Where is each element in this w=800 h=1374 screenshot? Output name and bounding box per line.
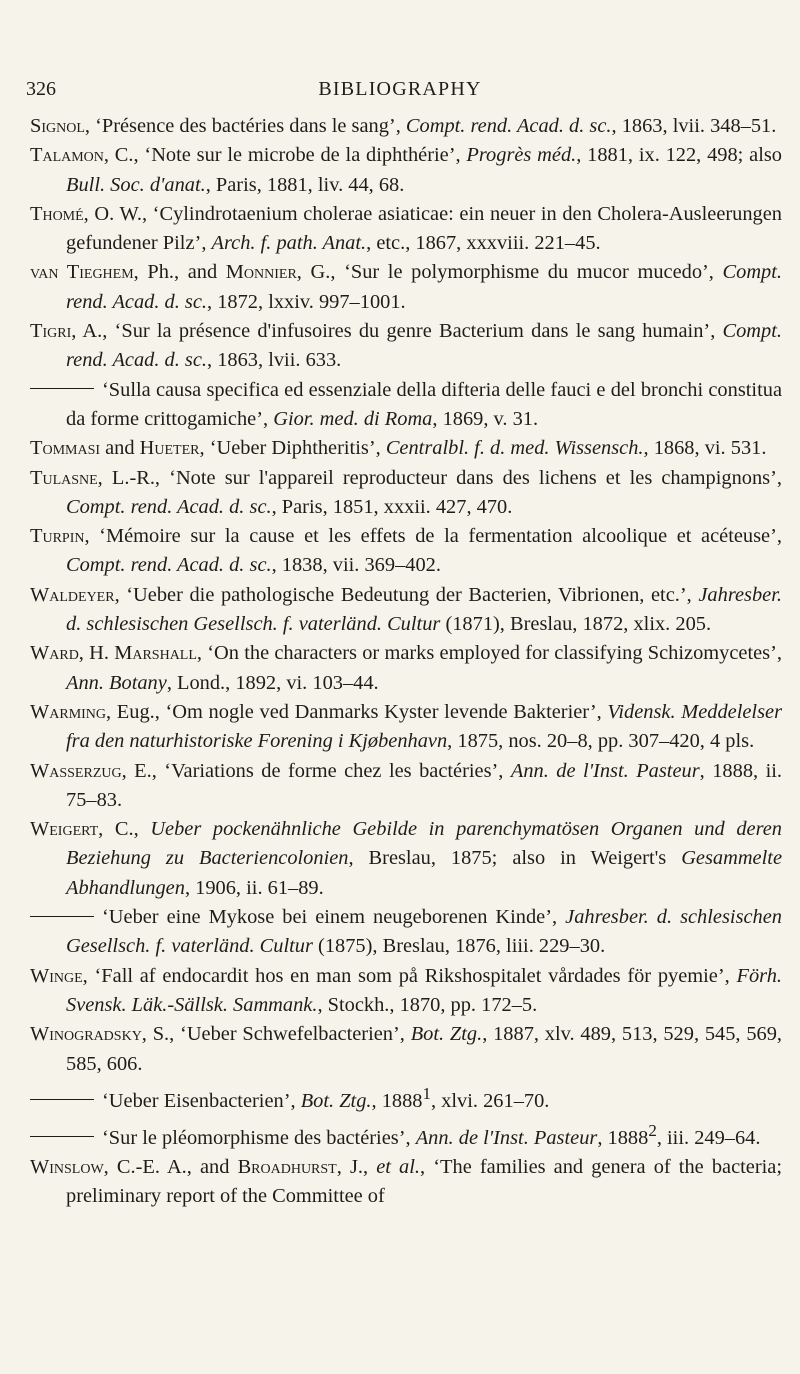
- entry-text: Hueter,: [139, 437, 205, 460]
- entry-author: Thomé,: [30, 202, 89, 225]
- entry-text: Ph., and: [138, 261, 226, 284]
- entry-author: Wasserzug,: [30, 759, 127, 782]
- entry-text: 1: [422, 1083, 431, 1103]
- entry-text: Marshall,: [114, 642, 203, 665]
- entry-text: , 1906, ii. 61–89.: [184, 876, 324, 899]
- bibliography-entry: [30, 1153, 782, 1212]
- entry-author: Winslow,: [30, 1155, 109, 1178]
- entry-text: G., ‘Sur le polymorphisme du mucor mucedo’,: [301, 261, 723, 284]
- entry-text: , 1863, lvii. 348–51.: [611, 115, 777, 137]
- entry-text: ‘Ueber Eisenbacterien’,: [102, 1089, 301, 1112]
- entry-title-italic: Bot. Ztg.: [300, 1089, 372, 1112]
- ditto-dash: [30, 916, 94, 917]
- entry-title-italic: Jahresber. d. schlesischen Gesellsch. f. vaterländ. Cultur: [66, 583, 782, 636]
- bibliography-entry: [30, 1116, 782, 1153]
- entry-title-italic: Centralbl. f. d. med. Wissensch.: [385, 437, 644, 460]
- entry-title-italic: Compt. rend. Acad. d. sc.: [66, 554, 272, 577]
- entry-author: van Tieghem,: [30, 261, 139, 284]
- entry-title-italic: Compt. rend. Acad. d. sc.: [66, 320, 782, 372]
- entry-text: ‘Sur le pléomorphisme des bactéries’,: [102, 1126, 416, 1149]
- entry-author: Warming,: [30, 700, 112, 723]
- bibliography-entry: [30, 962, 782, 1021]
- entry-text: , 1888: [371, 1089, 423, 1112]
- entry-text: , 1887, xlv. 489, 513, 529, 545, 569, 585, 606.: [66, 1023, 783, 1075]
- entry-text: H.: [83, 642, 115, 665]
- entry-text: , 1888: [597, 1126, 649, 1149]
- bibliography-entry: [30, 903, 782, 962]
- entry-author: Weigert,: [30, 818, 104, 841]
- entry-title-italic: Ueber pockenähnliche Gebilde in parenchymatösen Organen und deren Beziehung zu Bacteriencolonien: [66, 818, 782, 870]
- entry-text: C., ‘Note sur le microbe de la diphthérie’,: [109, 144, 467, 167]
- entry-text: C.-E. A., and: [108, 1155, 238, 1178]
- entry-author: Winogradsky,: [30, 1023, 147, 1046]
- bibliography-list: [30, 112, 782, 1212]
- entry-author: Tommasi: [30, 437, 101, 460]
- bibliography-entry: [30, 112, 782, 141]
- entry-text: , 1869, v. 31.: [432, 407, 539, 430]
- entry-title-italic: Bot. Ztg.: [410, 1023, 483, 1046]
- entry-title-italic: Arch. f. path. Anat.: [211, 232, 367, 255]
- bibliography-entry: [30, 200, 782, 259]
- entry-title-italic: et al.: [376, 1155, 421, 1178]
- entry-text: , Paris, 1851, xxxii. 427, 470.: [271, 495, 513, 518]
- entry-text: ‘Sulla causa specifica ed essenziale della difteria delle fauci e del bronchi constitua da forme crittogamiche’,: [66, 378, 782, 430]
- entry-text: , 1872, lxxiv. 997–1001.: [207, 290, 406, 313]
- entry-text: , Paris, 1881, liv. 44, 68.: [205, 173, 405, 196]
- entry-title-italic: Compt. rend. Acad. d. sc.: [66, 495, 272, 518]
- entry-title-italic: Compt. rend. Acad. d. sc.: [66, 261, 783, 313]
- entry-title-italic: Progrès méd.: [466, 144, 577, 167]
- entry-text: , Lond., 1892, vi. 103–44.: [166, 671, 379, 694]
- entry-text: ‘Présence des bactéries dans le sang’,: [89, 115, 406, 137]
- entry-text: , xlvi. 261–70.: [431, 1089, 550, 1112]
- entry-text: (1871), Breslau, 1872, xlix. 205.: [440, 613, 712, 636]
- entry-title-italic: Ann. de l'Inst. Pasteur: [510, 759, 700, 782]
- entry-text: ‘On the characters or marks employed for classifying Schizomycetes’,: [202, 642, 782, 665]
- entry-text: Eug., ‘Om nogle ved Danmarks Kyster levende Bakterier’,: [111, 700, 608, 723]
- ditto-dash: [30, 1136, 94, 1137]
- entry-text: ‘Mémoire sur la cause et les effets de la fermentation alcoolique et acéteuse’,: [89, 525, 782, 548]
- bibliography-entry: [30, 522, 782, 581]
- entry-text: ‘Ueber eine Mykose bei einem neugeborenen Kinde’,: [102, 906, 566, 929]
- entry-text: , 1863, lvii. 633.: [207, 349, 342, 372]
- page-number: 326: [26, 78, 56, 100]
- bibliography-entry: [30, 141, 782, 200]
- entry-text: O. W., ‘Cylindrotaenium cholerae asiaticae: ein neuer in den Cholera-Ausleerungen gefundener Pilz’,: [66, 202, 782, 255]
- entry-author: Tigri,: [30, 320, 77, 343]
- entry-author: Turpin,: [30, 525, 90, 548]
- entry-text: (1875), Breslau, 1876, liii. 229–30.: [312, 935, 606, 958]
- entry-text: C.,: [103, 818, 151, 841]
- entry-text: Monnier,: [225, 261, 302, 284]
- entry-text: Broadhurst,: [237, 1155, 342, 1178]
- entry-author: Tulasne,: [30, 466, 103, 489]
- entry-text: ‘Ueber Diphtheritis’,: [204, 437, 386, 460]
- entry-title-italic: Compt. rend. Acad. d. sc.: [405, 115, 612, 137]
- entry-text: S., ‘Ueber Schwefelbacterien’,: [146, 1023, 411, 1046]
- bibliography-entry: [30, 464, 782, 523]
- bibliography-entry: [30, 258, 782, 317]
- page-header: [0, 78, 800, 108]
- entry-title-italic: Jahresber. d. schlesischen Gesellsch. f. vaterländ. Cultur: [66, 906, 782, 958]
- entry-text: E., ‘Variations de forme chez les bactéries’,: [126, 759, 511, 782]
- entry-author: Ward,: [30, 642, 84, 665]
- entry-title-italic: Gesammelte Abhandlungen: [66, 847, 782, 899]
- bibliography-entry: [30, 698, 782, 757]
- entry-text: , 1888, ii. 75–83.: [66, 759, 783, 811]
- bibliography-entry: [30, 1020, 782, 1079]
- entry-text: , iii. 249–64.: [656, 1126, 761, 1149]
- entry-text: and: [100, 437, 140, 460]
- entry-text: , etc., 1867, xxxviii. 221–45.: [366, 232, 601, 255]
- bibliography-entry: [30, 1079, 782, 1116]
- entry-text: , 1881, ix. 122, 498; also: [576, 144, 782, 167]
- bibliography-entry: [30, 639, 782, 698]
- entry-text: J.,: [341, 1155, 377, 1178]
- entry-text: , ‘The families and genera of the bacteria; preliminary report of the Committee of: [66, 1155, 783, 1208]
- entry-author: Talamon,: [30, 144, 109, 167]
- ditto-dash: [30, 388, 94, 389]
- entry-text: A., ‘Sur la présence d'infusoires du genre Bacterium dans le sang humain’,: [76, 320, 723, 343]
- entry-title-italic: Ann. Botany: [66, 671, 167, 694]
- entry-title-italic: Bull. Soc. d'anat.: [66, 173, 206, 196]
- bibliography-entry: [30, 581, 782, 640]
- entry-text: , Stockh., 1870, pp. 172–5.: [317, 993, 538, 1016]
- entry-title-italic: Gior. med. di Roma: [273, 407, 433, 430]
- entry-title-italic: Ann. de l'Inst. Pasteur: [415, 1126, 598, 1149]
- bibliography-entry: [30, 434, 782, 463]
- entry-text: , 1868, vi. 531.: [643, 437, 767, 460]
- entry-title-italic: Vidensk. Meddelelser fra den naturhistoriske Forening i Kjøbenhavn: [66, 700, 783, 753]
- entry-text: 2: [648, 1120, 657, 1140]
- entry-text: L.-R., ‘Note sur l'appareil reproducteur dans des lichens et les champignons’,: [102, 466, 782, 489]
- entry-title-italic: Förh. Svensk. Läk.-Sällsk. Sammank.: [66, 964, 782, 1016]
- entry-author: Winge,: [30, 964, 88, 987]
- entry-text: , Breslau, 1875; also in Weigert's: [348, 847, 682, 870]
- entry-text: ‘Ueber die pathologische Bedeutung der Bacterien, Vibrionen, etc.’,: [119, 583, 699, 606]
- ditto-dash: [30, 1099, 94, 1100]
- entry-author: Signol,: [30, 115, 90, 137]
- entry-text: ‘Fall af endocardit hos en man som på Rikshospitalet vårdades för pyemie’,: [87, 964, 737, 987]
- bibliography-entry: [30, 815, 782, 903]
- entry-text: , 1875, nos. 20–8, pp. 307–420, 4 pls.: [447, 730, 755, 753]
- entry-text: , 1838, vii. 369–402.: [271, 554, 441, 577]
- bibliography-entry: [30, 376, 782, 435]
- bibliography-entry: [30, 317, 782, 376]
- running-title: BIBLIOGRAPHY: [318, 78, 482, 100]
- entry-author: Waldeyer,: [30, 583, 120, 606]
- bibliography-entry: [30, 757, 782, 816]
